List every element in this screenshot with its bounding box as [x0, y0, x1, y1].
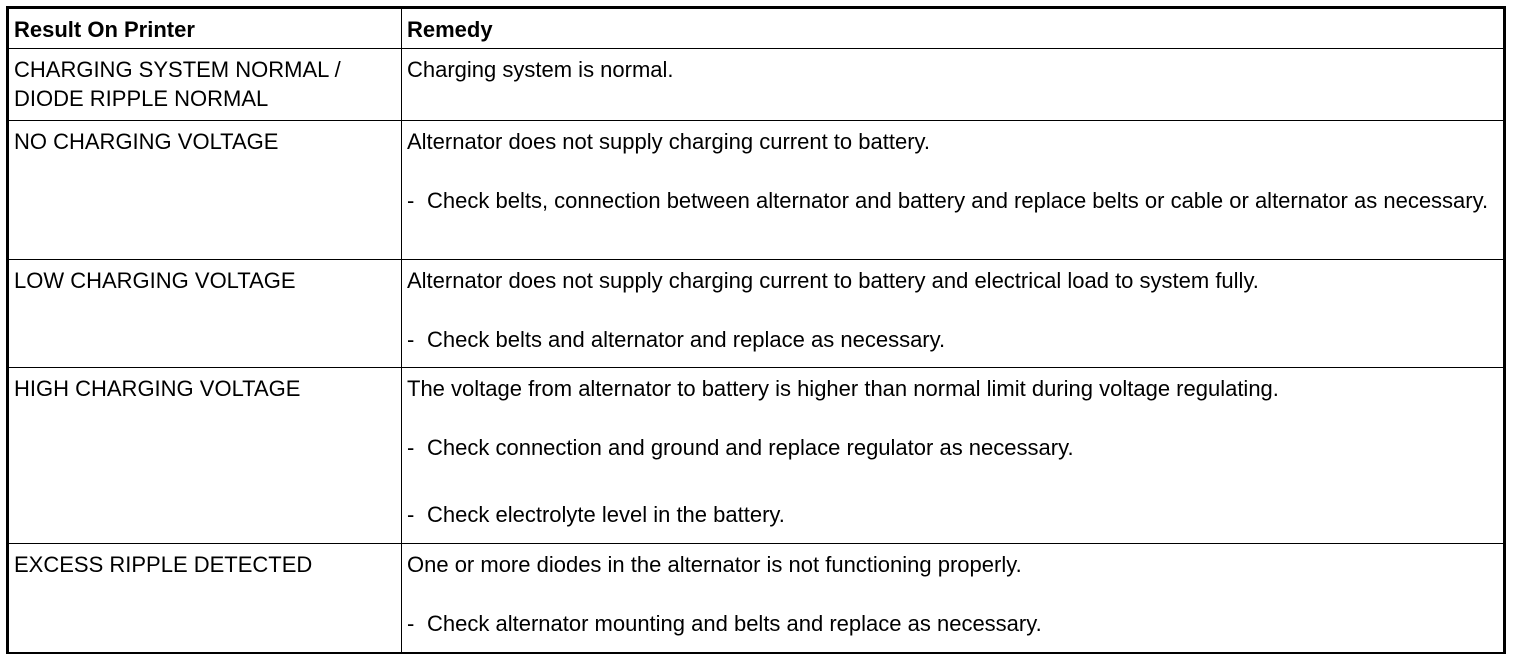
remedy-text: Alternator does not supply charging current to battery. — [407, 129, 930, 154]
remedy-cell — [402, 49, 1504, 121]
remedy-text: One or more diodes in the alternator is not functioning properly. — [407, 552, 1022, 577]
step-marker: - — [407, 502, 415, 527]
table-row — [9, 260, 1504, 368]
step-text: Check belts and alternator and replace as necessary. — [427, 327, 946, 352]
header-row — [9, 9, 1504, 49]
step-text: Check electrolyte level in the battery. — [427, 502, 785, 527]
remedy-cell — [402, 368, 1504, 544]
remedy-text: Alternator does not supply charging current to battery and electrical load to system fully. — [407, 268, 1259, 293]
remedy-step — [407, 433, 1497, 462]
remedy-step — [407, 325, 1497, 354]
result-cell — [9, 49, 402, 121]
remedy-step — [407, 609, 1497, 638]
step-text: Check alternator mounting and belts and replace as necessary. — [427, 611, 1042, 636]
result-text: CHARGING SYSTEM NORMAL / DIODE RIPPLE NORMAL — [14, 57, 341, 111]
header-remedy: Remedy — [402, 9, 1504, 49]
remedy-cell — [402, 260, 1504, 368]
header-result-on-printer: Result On Printer — [9, 9, 402, 49]
result-text: NO CHARGING VOLTAGE — [14, 129, 279, 154]
step-text: Check connection and ground and replace regulator as necessary. — [427, 435, 1074, 460]
charging-test-table — [6, 6, 1506, 654]
remedy-cell — [402, 121, 1504, 260]
table-row — [9, 49, 1504, 121]
result-cell — [9, 368, 402, 544]
result-cell — [9, 544, 402, 653]
result-text: LOW CHARGING VOLTAGE — [14, 268, 296, 293]
results-table — [8, 8, 1504, 653]
table-row — [9, 544, 1504, 653]
remedy-cell — [402, 544, 1504, 653]
result-text: EXCESS RIPPLE DETECTED — [14, 552, 313, 577]
table-row — [9, 368, 1504, 544]
step-marker: - — [407, 435, 415, 460]
step-text: Check belts, connection between alternator and battery and replace belts or cable or alternator as necessary. — [427, 188, 1489, 213]
remedy-text: The voltage from alternator to battery is higher than normal limit during voltage regulating. — [407, 376, 1279, 401]
result-cell — [9, 260, 402, 368]
remedy-text: Charging system is normal. — [407, 57, 674, 82]
step-marker: - — [407, 611, 415, 636]
step-marker: - — [407, 327, 415, 352]
result-cell — [9, 121, 402, 260]
remedy-step — [407, 500, 1497, 529]
table-row — [9, 121, 1504, 260]
result-text: HIGH CHARGING VOLTAGE — [14, 376, 301, 401]
step-marker: - — [407, 188, 415, 213]
remedy-step — [407, 186, 1497, 215]
